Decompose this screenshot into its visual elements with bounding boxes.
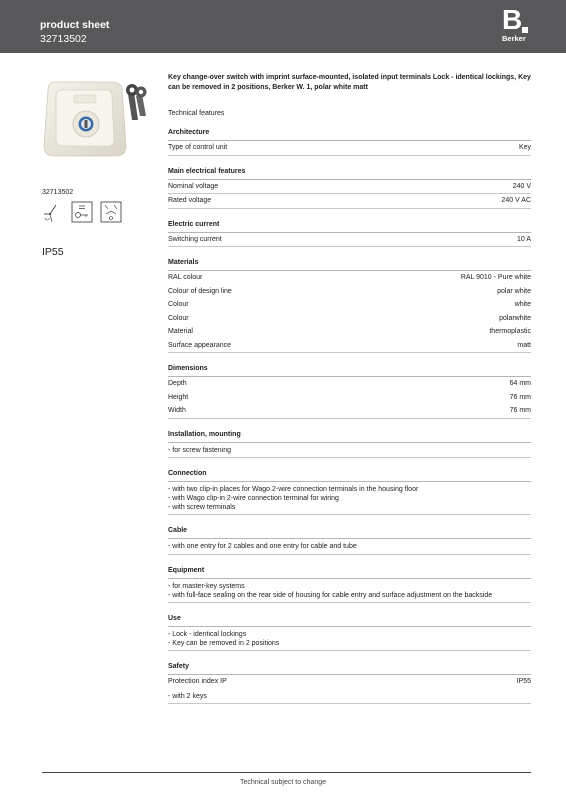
spec-value: polarwhite — [499, 314, 531, 322]
logo-letter: B — [502, 4, 523, 35]
spec-label: Depth — [168, 380, 187, 387]
spec-row — [168, 285, 531, 299]
section-installation — [168, 430, 531, 458]
bullet-list — [168, 579, 531, 603]
spec-label: Width — [168, 407, 186, 414]
list-item: - with one entry for 2 cables and one entry for cable and tube — [168, 543, 357, 551]
spec-label: Rated voltage — [168, 197, 212, 204]
header-bar — [0, 0, 566, 53]
spec-value: matt — [517, 341, 531, 349]
spec-value: 10 A — [516, 235, 531, 243]
spec-value: Key — [518, 144, 531, 151]
bullet-list — [168, 482, 531, 516]
spec-label: Type of control unit — [168, 144, 228, 151]
technical-features-label: Technical features — [168, 110, 225, 117]
spec-row — [168, 391, 531, 405]
spec-row — [168, 325, 531, 339]
spec-label: Surface appearance — [168, 341, 232, 349]
section-title: Connection — [168, 469, 531, 482]
spec-value: thermoplastic — [489, 328, 531, 335]
spec-value: RAL 9010 - Pure white — [460, 274, 531, 281]
spec-value: white — [514, 301, 531, 308]
section-title: Dimensions — [168, 364, 531, 377]
list-item: - with screw terminals — [168, 504, 236, 512]
spec-label: Colour of design line — [168, 287, 232, 295]
section-architecture — [168, 128, 531, 156]
spec-row — [168, 194, 531, 209]
spec-value: polar white — [497, 287, 531, 295]
section-use — [168, 614, 531, 651]
list-item: - with Wago clip-in 2-wire connection terminal for wiring — [168, 494, 339, 502]
spec-label: Protection index IP — [168, 678, 227, 686]
section-title: Cable — [168, 526, 531, 539]
section-equipment — [168, 566, 531, 603]
section-title: Use — [168, 614, 531, 627]
left-article-number: 32713502 — [42, 189, 74, 196]
bullet-list — [168, 689, 531, 704]
product-image — [40, 76, 152, 166]
spec-label: Nominal voltage — [168, 182, 219, 190]
sheet-title: product sheet — [40, 19, 110, 31]
ip-rating: IP55 — [42, 246, 64, 258]
section-cable — [168, 526, 531, 554]
spec-label: Material — [168, 328, 193, 335]
list-item: - for screw fastening — [168, 446, 232, 454]
switch-symbol-icon — [44, 205, 56, 222]
berker-logo — [500, 4, 536, 44]
spec-label: RAL colour — [168, 274, 203, 281]
spec-value: 240 V AC — [501, 197, 531, 204]
spec-row — [168, 141, 531, 156]
section-electrical — [168, 167, 531, 209]
bullet-list — [168, 539, 531, 554]
spec-row — [168, 233, 531, 248]
logo-dot — [522, 27, 528, 33]
product-description: Key change-over switch with imprint surface-mounted, isolated input terminals Lock - identical lockings, Key can be removed in 2 positions, Berker W. 1, polar white matt — [168, 74, 531, 91]
section-title: Installation, mounting — [168, 430, 531, 443]
spec-row — [168, 404, 531, 419]
spec-label: Colour — [168, 301, 189, 308]
article-number: 32713502 — [40, 33, 87, 45]
list-item: - with 2 keys — [168, 692, 207, 700]
spec-label: Height — [168, 393, 189, 401]
spec-row — [168, 339, 531, 354]
section-safety — [168, 662, 531, 704]
spec-value: 64 mm — [509, 380, 531, 387]
section-title: Materials — [168, 258, 531, 271]
spec-label: Colour — [168, 314, 189, 322]
section-title: Architecture — [168, 128, 531, 141]
spec-column — [168, 73, 531, 704]
section-title: Equipment — [168, 566, 531, 579]
spec-value: 76 mm — [509, 407, 531, 414]
section-dimensions — [168, 364, 531, 419]
bullet-list — [168, 627, 531, 651]
section-materials — [168, 258, 531, 353]
section-connection — [168, 469, 531, 516]
logo-word: Berker — [502, 34, 526, 43]
spec-row — [168, 312, 531, 326]
footer-divider — [42, 772, 531, 773]
section-title: Electric current — [168, 220, 531, 233]
spec-row — [168, 298, 531, 312]
key-symbol-icon — [72, 202, 92, 222]
list-item: - with full-face sealing on the rear side of housing for cable entry and surface adjustment on the backside — [168, 591, 493, 599]
spec-value: 76 mm — [509, 393, 531, 401]
section-title: Safety — [168, 662, 531, 675]
list-item: - Lock - identical lockings — [168, 630, 247, 638]
spec-row — [168, 180, 531, 195]
list-item: - Key can be removed in 2 positions — [168, 640, 280, 648]
footer-note: Technical subject to change — [240, 779, 326, 786]
spec-value: 240 V — [512, 182, 531, 190]
spec-value: IP55 — [516, 678, 531, 686]
changeover-symbol-icon — [101, 202, 121, 222]
function-symbols — [42, 200, 132, 226]
bullet-list — [168, 443, 531, 458]
spec-row — [168, 271, 531, 285]
spec-row — [168, 675, 531, 689]
spec-label: Switching current — [168, 235, 222, 243]
section-current — [168, 220, 531, 248]
list-item: - with two clip-in places for Wago 2-wire connection terminals in the housing floor — [168, 485, 419, 493]
spec-row — [168, 377, 531, 391]
section-title: Main electrical features — [168, 167, 531, 180]
list-item: - for master-key systems — [168, 582, 245, 590]
